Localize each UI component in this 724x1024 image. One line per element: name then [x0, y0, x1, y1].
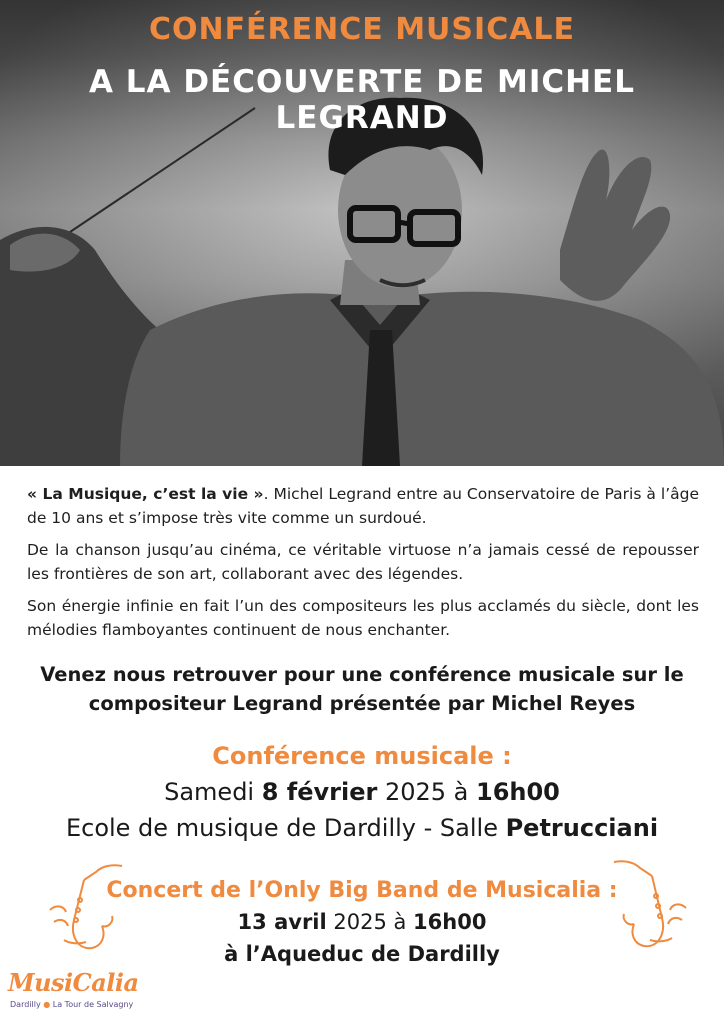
intro-paragraph-1-text: . Michel Legrand entre au Conservatoire de Paris à l’âge de 10 ans et s’impose très vite comme un surdoué.	[27, 485, 699, 527]
conference-time: 16h00	[476, 778, 560, 806]
logo-separator: ●	[43, 1000, 51, 1009]
conference-date-prefix: Samedi	[164, 778, 262, 806]
concert-time: 16h00	[413, 910, 487, 934]
concert-heading: Concert de l’Only Big Band de Musicalia :	[106, 878, 618, 903]
conference-room: Petrucciani	[505, 814, 659, 842]
poster-subtitle: A LA DÉCOUVERTE DE MICHEL LEGRAND	[89, 64, 635, 136]
concert-date-day: 13 avril	[237, 910, 327, 934]
intro-paragraph-2: De la chanson jusqu’au cinéma, ce véritable virtuose n’a jamais cessé de repousser les frontières de son art, collaborant avec des légendes.	[27, 541, 699, 583]
invitation-line-1: Venez nous retrouver pour une conférence musicale sur le	[40, 663, 684, 686]
concert-date-year: 2025 à	[326, 910, 414, 934]
invitation-text	[0, 660, 724, 718]
intro-quote: « La Musique, c’est la vie »	[27, 485, 264, 503]
intro-paragraph-1	[27, 483, 699, 530]
concert-venue: à l’Aqueduc de Dardilly	[224, 942, 500, 966]
logo-town-2: La Tour de Salvagny	[52, 1000, 134, 1009]
logo-tagline	[10, 1000, 133, 1009]
hero-photo	[0, 0, 724, 466]
poster-title: CONFÉRENCE MUSICALE	[148, 12, 576, 47]
conference-date-year: 2025 à	[377, 778, 476, 806]
conference-heading: Conférence musicale :	[212, 742, 512, 770]
conference-date-day: 8 février	[261, 778, 378, 806]
concert-date	[0, 910, 724, 934]
conference-venue	[0, 814, 724, 842]
musicalia-logo	[6, 968, 139, 1020]
invitation-line-2: compositeur Legrand présentée par Michel Reyes	[88, 692, 636, 715]
logo-wordmark: MusiCalia	[8, 968, 139, 997]
conference-venue-prefix: Ecole de musique de Dardilly - Salle	[65, 814, 506, 842]
intro-paragraph-3: Son énergie infinie en fait l’un des compositeurs les plus acclamés du siècle, dont les mélodies flamboyantes continuent de nous enchanter.	[27, 597, 699, 639]
logo-town-1: Dardilly	[10, 1000, 41, 1009]
conference-date	[0, 778, 724, 806]
